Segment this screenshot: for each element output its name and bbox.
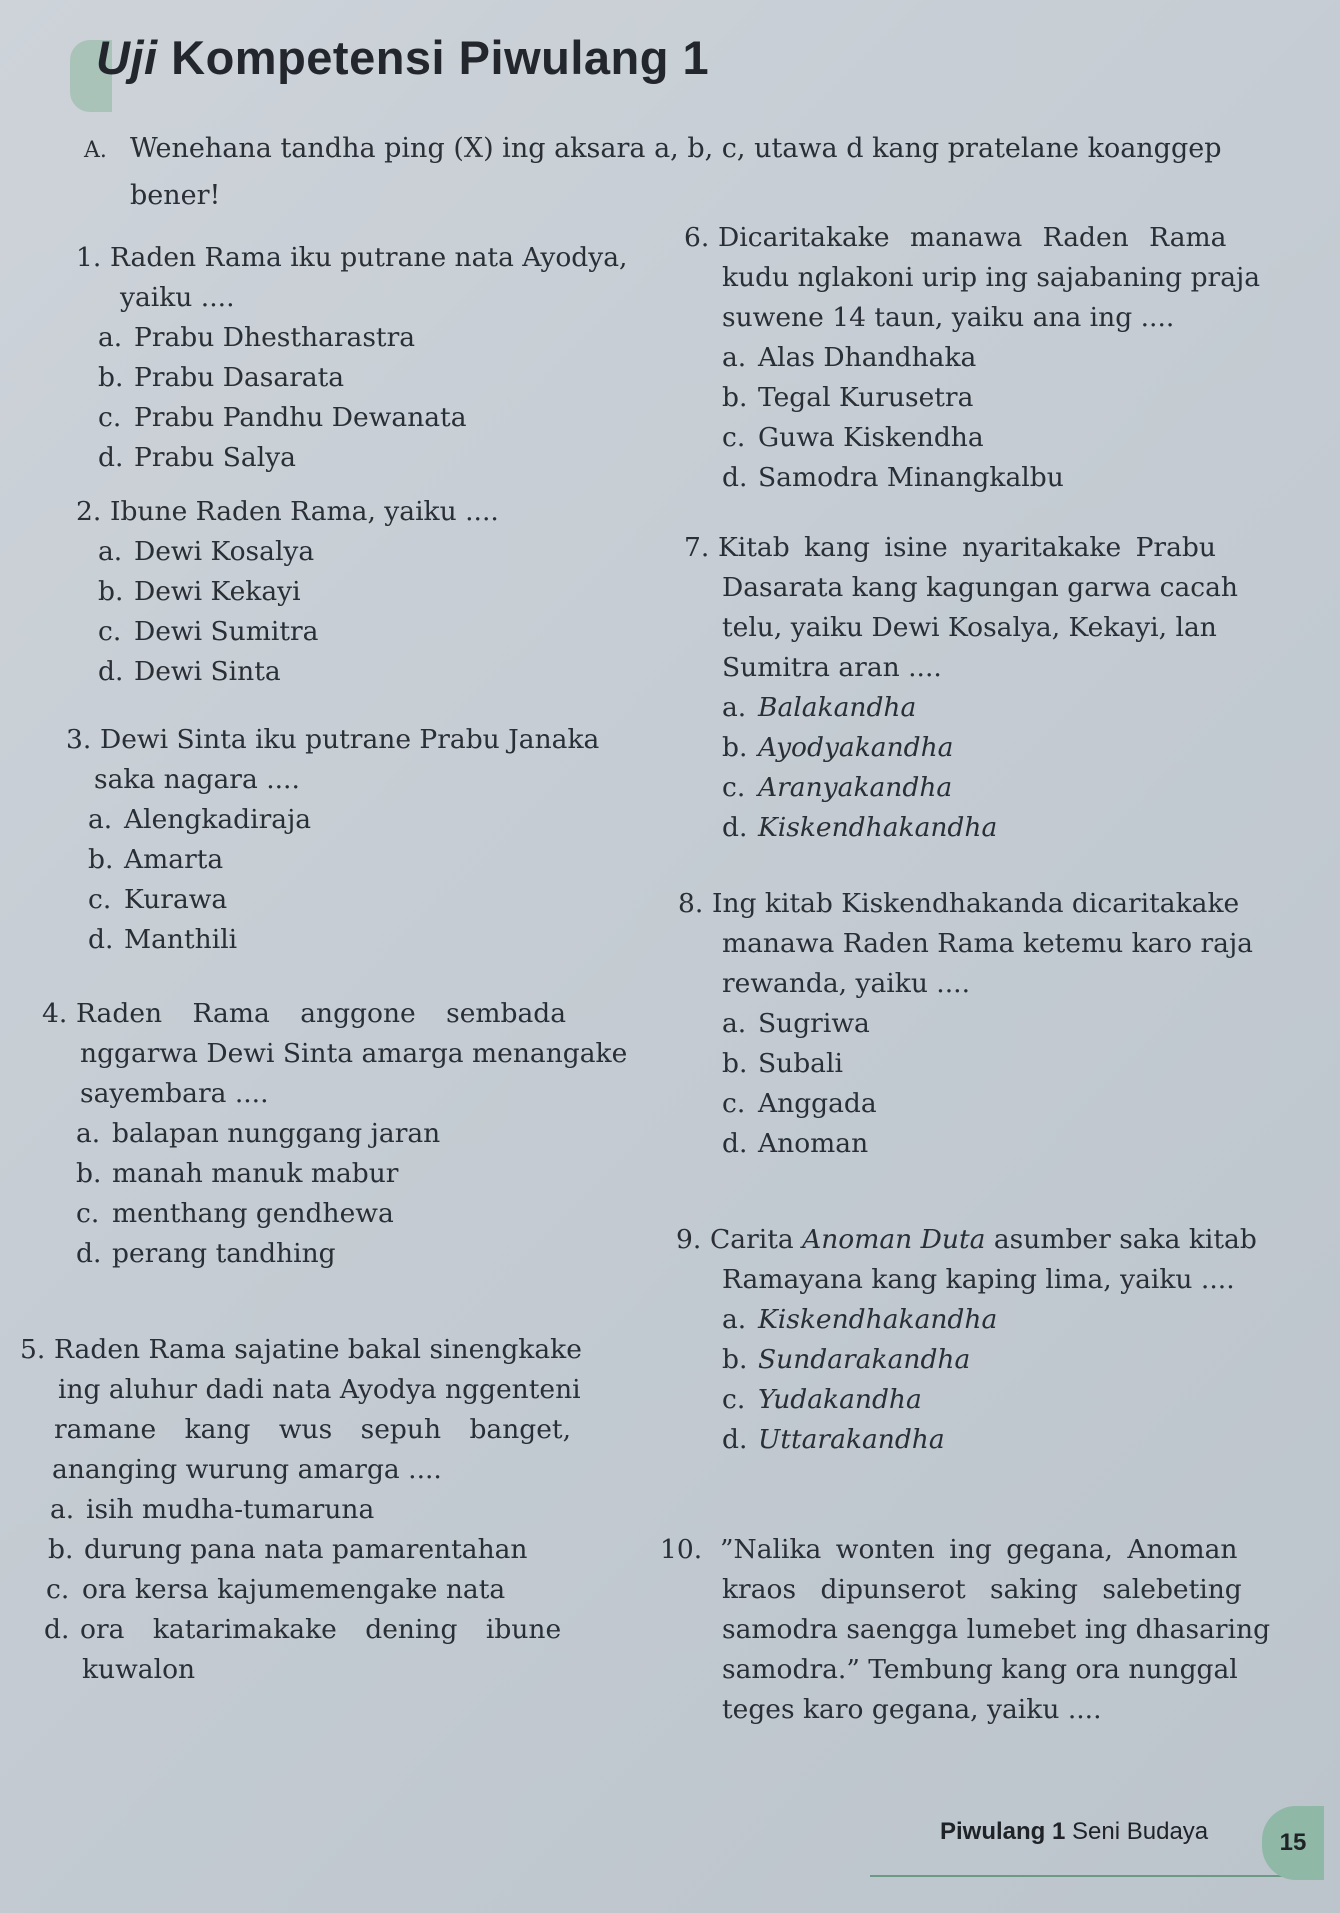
option[interactable]: b. Sundarakandha <box>722 1344 971 1375</box>
option[interactable]: d. Kiskendhakandha <box>722 812 998 843</box>
option[interactable]: c. Aranyakandha <box>722 772 953 803</box>
option[interactable]: b. Subali <box>722 1048 843 1079</box>
option[interactable]: d. Manthili <box>88 924 238 955</box>
footer-divider <box>870 1875 1290 1877</box>
question-2: 2. Ibune Raden Rama, yaiku .... a. Dewi Kosalya b. Dewi Kekayi c. Dewi Sumitra d. Dewi Sinta <box>76 492 636 692</box>
option[interactable]: a. Alengkadiraja <box>88 804 312 835</box>
option[interactable]: a. Prabu Dhestharastra <box>98 322 416 353</box>
question-6: 6. Dicaritakake manawa Raden Rama kudu nglakoni urip ing sajabaning praja suwene 14 taun, yaiku ana ing .... a. Alas Dhandhaka b. Tegal Kurusetra c. Guwa Kiskendha d. Samodra Minangkalbu <box>684 218 1284 498</box>
option[interactable]: d. Samodra Minangkalbu <box>722 462 1064 493</box>
option[interactable]: b. Ayodyakandha <box>722 732 954 763</box>
option[interactable]: a. Balakandha <box>722 692 917 723</box>
option[interactable]: d. Prabu Salya <box>98 442 296 473</box>
option[interactable]: b. manah manuk mabur <box>76 1158 399 1189</box>
instruction <box>84 126 1254 218</box>
option[interactable]: a. Kiskendhakandha <box>722 1304 998 1335</box>
page-footer: Piwulang 1 Seni Budaya <box>940 1818 1209 1845</box>
page-title: Uji Kompetensi Piwulang 1 <box>96 31 710 84</box>
question-4: 4. Raden Rama anggone sembada nggarwa Dewi Sinta amarga menangake sayembara .... a. balapan nunggang jaran b. manah manuk mabur c. menthang gendhewa d. perang tandhing <box>42 994 642 1274</box>
option[interactable]: b. Dewi Kekayi <box>98 576 301 607</box>
question-10: 10. ”Nalika wonten ing gegana, Anoman kraos dipunserot saking salebeting samodra saengga lumebet ing dhasaring samodra.” Tembung kang ora nunggal teges karo gegana, yaiku .... <box>660 1534 1271 1725</box>
question-1: 1. Raden Rama iku putrane nata Ayodya, yaiku .... a. Prabu Dhestharastra b. Prabu Dasarata c. Prabu Pandhu Dewanata d. Prabu Salya <box>76 238 636 478</box>
question-8: 8. Ing kitab Kiskendhakanda dicaritakake manawa Raden Rama ketemu karo raja rewanda, yaiku .... a. Sugriwa b. Subali c. Anggada d. Anoman <box>678 884 1298 1164</box>
option[interactable]: b. Tegal Kurusetra <box>722 382 974 413</box>
question-3: 3. Dewi Sinta iku putrane Prabu Janaka saka nagara .... a. Alengkadiraja b. Amarta c. Kurawa d. Manthili <box>66 720 636 960</box>
option[interactable]: d. perang tandhing <box>76 1238 336 1269</box>
question-7: 7. Kitab kang isine nyaritakake Prabu Dasarata kang kagungan garwa cacah telu, yaiku Dewi Kosalya, Kekayi, lan Sumitra aran .... a. Balakandha b. Ayodyakandha c. Aranyakandha d. Kiskendhakandha <box>684 528 1284 848</box>
option[interactable]: d. Anoman <box>722 1128 869 1159</box>
option[interactable]: b. Amarta <box>88 844 224 875</box>
option[interactable]: b. Prabu Dasarata <box>98 362 345 393</box>
option[interactable]: c. menthang gendhewa <box>76 1198 394 1229</box>
question-9: 9. Carita Anoman Duta asumber saka kitab Ramayana kang kaping lima, yaiku .... a. Kiskendhakandha b. Sundarakandha c. Yudakandha d. Uttarakandha <box>676 1220 1306 1460</box>
option[interactable]: c. Yudakandha <box>722 1384 922 1415</box>
option[interactable]: d. Uttarakandha <box>722 1424 945 1455</box>
option[interactable]: a. isih mudha-tumaruna <box>50 1494 375 1525</box>
option[interactable]: b. durung pana nata pamarentahan <box>48 1534 528 1565</box>
option[interactable]: a. balapan nunggang jaran <box>76 1118 441 1149</box>
option[interactable]: a. Sugriwa <box>722 1008 870 1039</box>
option[interactable]: a. Alas Dhandhaka <box>722 342 977 373</box>
option[interactable]: a. Dewi Kosalya <box>98 536 315 567</box>
instruction-line1: Wenehana tandha ping (X) ing aksara a, b, c, utawa d kang pratelane koanggep <box>130 133 1222 164</box>
instruction-line2: bener! <box>130 180 221 211</box>
option[interactable]: c. Dewi Sumitra <box>98 616 319 647</box>
page-number: 15 <box>1262 1806 1324 1880</box>
option[interactable]: c. Kurawa <box>88 884 228 915</box>
option[interactable]: c. Anggada <box>722 1088 877 1119</box>
instruction-letter: A. <box>84 138 107 163</box>
option[interactable]: c. ora kersa kajumemengake nata <box>46 1574 506 1605</box>
question-5: 5. Raden Rama sajatine bakal sinengkake ing aluhur dadi nata Ayodya nggenteni ramane kang wus sepuh banget, ananging wurung amarga .... a. isih mudha-tumaruna b. durung pana nata pamarentahan c. ora kersa kajumemengake nata d. ora katarimakake dening ibune kuwalon <box>20 1330 640 1690</box>
option[interactable]: d. Dewi Sinta <box>98 656 281 687</box>
option[interactable]: c. Prabu Pandhu Dewanata <box>98 402 467 433</box>
option[interactable]: c. Guwa Kiskendha <box>722 422 984 453</box>
option[interactable]: d. ora katarimakake dening ibune <box>44 1614 562 1645</box>
